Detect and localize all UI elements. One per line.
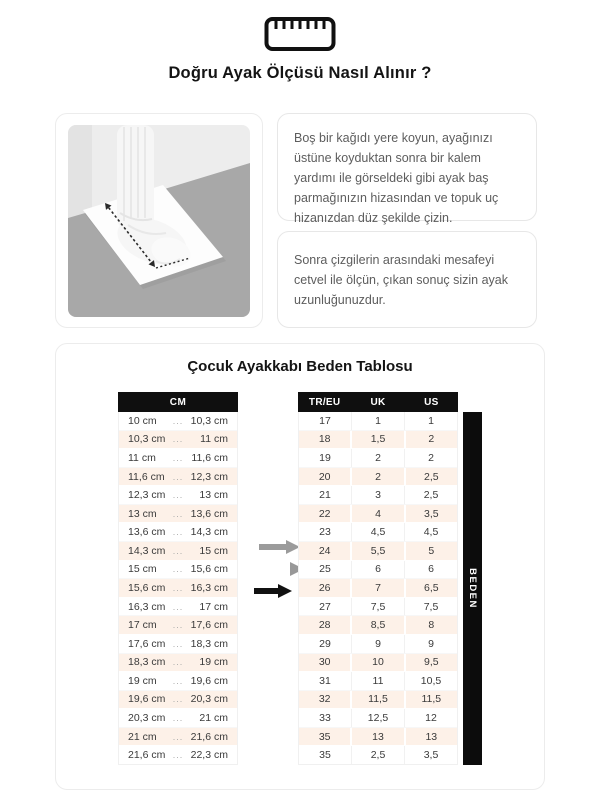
tr-eu-size: 31 xyxy=(319,674,331,687)
cm-to-value: 11,6 cm xyxy=(191,451,228,464)
range-separator: ... xyxy=(172,750,184,761)
range-separator: ... xyxy=(172,713,184,724)
size-table-row xyxy=(299,654,457,673)
uk-size: 9 xyxy=(351,635,404,653)
tr-eu-size: 32 xyxy=(318,693,331,706)
cm-to-value: 21 cm xyxy=(199,712,228,725)
cm-table-header: CM xyxy=(118,392,238,412)
cm-to-value: 10,3 cm xyxy=(190,414,228,427)
cm-table-row xyxy=(119,728,237,747)
cm-table-row xyxy=(119,709,237,728)
cm-to-value: 16,3 cm xyxy=(190,581,228,594)
uk-size: 6 xyxy=(351,561,404,579)
tr-eu-size: 23 xyxy=(319,526,331,539)
uk-size: 4,5 xyxy=(351,523,404,541)
cm-table-row xyxy=(119,598,237,617)
size-table-row xyxy=(299,579,457,598)
cm-from-value: 16,3 cm xyxy=(128,600,166,613)
cm-to-value: 22,3 cm xyxy=(190,749,228,762)
cm-from-value: 21,6 cm xyxy=(128,749,166,762)
size-table-row xyxy=(299,468,457,487)
size-table-row xyxy=(299,672,457,691)
size-table-card xyxy=(55,343,545,790)
instruction-step-1-text: Boş bir kağıdı yere koyun, ayağınızı üstüne koyduktan sonra bir kalem yardımı ile görseldeki gibi ayak baş parmağınızın hizasından ve topuk uç hizanızdan düz şekilde çizin. xyxy=(294,131,499,225)
size-table-row xyxy=(299,598,457,617)
cm-from-value: 20,3 cm xyxy=(128,712,166,725)
tr-eu-size: 26 xyxy=(318,581,331,594)
cm-from-value: 21 cm xyxy=(128,730,157,743)
us-size: 3,5 xyxy=(404,505,457,523)
size-table-row xyxy=(299,412,457,431)
size-table-row xyxy=(299,616,457,635)
cm-table xyxy=(118,392,238,765)
range-separator: ... xyxy=(172,490,184,501)
tr-eu-size: 22 xyxy=(318,507,331,520)
size-table-row xyxy=(299,523,457,542)
cm-from-value: 10,3 cm xyxy=(128,433,166,446)
us-size: 2,5 xyxy=(404,468,457,486)
size-column-header: UK xyxy=(370,396,386,408)
range-separator: ... xyxy=(172,527,184,538)
tr-eu-size: 27 xyxy=(319,600,331,613)
size-table-row xyxy=(299,486,457,505)
size-table-row xyxy=(299,561,457,580)
uk-size: 4 xyxy=(350,505,403,523)
us-size: 6,5 xyxy=(404,579,457,597)
range-separator: ... xyxy=(172,582,184,593)
cm-from-value: 13,6 cm xyxy=(128,526,166,539)
range-separator: ... xyxy=(172,434,184,445)
uk-size: 5,5 xyxy=(350,542,403,560)
cm-to-value: 17,6 cm xyxy=(190,619,228,632)
tr-eu-size: 24 xyxy=(318,544,331,557)
tr-eu-size: 20 xyxy=(318,470,331,483)
size-table-row xyxy=(299,746,457,764)
range-separator: ... xyxy=(172,471,184,482)
uk-size: 11 xyxy=(351,672,404,690)
cm-to-value: 14,3 cm xyxy=(190,526,228,539)
cm-table-row xyxy=(119,449,237,468)
tr-eu-size: 28 xyxy=(318,619,331,632)
tr-eu-size: 19 xyxy=(319,451,331,464)
us-size: 2 xyxy=(404,431,457,449)
table-title: Çocuk Ayakkabı Beden Tablosu xyxy=(187,358,413,375)
cm-table-row xyxy=(119,616,237,635)
size-table-row xyxy=(299,709,457,728)
size-table xyxy=(298,392,458,765)
instruction-step-2 xyxy=(277,231,537,328)
instruction-step-2-text: Sonra çizgilerin arasındaki mesafeyi cetvel ile ölçün, çıkan sonuç sizin ayak uzunluğunuzdur. xyxy=(294,252,508,307)
foot-measurement-photo xyxy=(55,113,263,328)
size-table-row xyxy=(299,449,457,468)
range-separator: ... xyxy=(172,694,184,705)
range-separator: ... xyxy=(172,601,184,612)
range-separator: ... xyxy=(172,564,184,575)
size-table-row xyxy=(299,691,457,710)
cm-table-row xyxy=(119,505,237,524)
us-size: 6 xyxy=(404,561,457,579)
cm-from-value: 17,6 cm xyxy=(128,637,166,650)
cm-to-value: 20,3 cm xyxy=(190,693,228,706)
us-size: 4,5 xyxy=(404,523,457,541)
cm-table-row xyxy=(119,672,237,691)
cm-table-row xyxy=(119,431,237,450)
tr-eu-size: 25 xyxy=(319,563,331,576)
cm-from-value: 14,3 cm xyxy=(128,544,166,557)
uk-size: 11,5 xyxy=(350,691,403,709)
tr-eu-size: 29 xyxy=(319,637,331,650)
uk-size: 8,5 xyxy=(350,616,403,634)
cm-from-value: 15,6 cm xyxy=(128,581,166,594)
beden-vertical-label xyxy=(463,412,482,765)
uk-size: 2,5 xyxy=(351,746,404,764)
cm-to-value: 11 cm xyxy=(200,433,228,446)
range-separator: ... xyxy=(172,452,184,463)
cm-to-value: 19,6 cm xyxy=(190,674,228,687)
cm-table-row xyxy=(119,635,237,654)
tr-eu-size: 21 xyxy=(319,489,331,502)
cm-from-value: 13 cm xyxy=(128,507,157,520)
range-separator: ... xyxy=(172,415,184,426)
us-size: 1 xyxy=(404,412,457,430)
us-size: 2,5 xyxy=(404,486,457,504)
size-column-header: US xyxy=(424,396,439,408)
cm-table-row xyxy=(119,412,237,431)
cm-from-value: 12,3 cm xyxy=(128,489,166,502)
cm-from-value: 15 cm xyxy=(128,563,157,576)
cm-table-row xyxy=(119,561,237,580)
tr-eu-size: 17 xyxy=(319,414,331,427)
range-separator: ... xyxy=(172,508,184,519)
cm-from-value: 18,3 cm xyxy=(128,656,166,669)
us-size: 2 xyxy=(404,449,457,467)
uk-size: 7,5 xyxy=(351,598,404,616)
cm-from-value: 10 cm xyxy=(128,414,157,427)
cm-to-value: 19 cm xyxy=(199,656,228,669)
us-size: 8 xyxy=(404,616,457,634)
uk-size: 13 xyxy=(350,728,403,746)
cm-to-value: 15 cm xyxy=(199,544,228,557)
range-separator: ... xyxy=(172,675,184,686)
tr-eu-size: 18 xyxy=(318,433,331,446)
range-separator: ... xyxy=(172,620,184,631)
range-separator: ... xyxy=(172,657,184,668)
uk-size: 3 xyxy=(351,486,404,504)
size-table-header xyxy=(298,392,458,412)
range-separator: ... xyxy=(172,545,184,556)
size-table-row xyxy=(299,728,457,747)
size-table-row xyxy=(299,505,457,524)
tr-eu-size: 30 xyxy=(318,656,331,669)
range-separator: ... xyxy=(172,638,184,649)
page-title: Doğru Ayak Ölçüsü Nasıl Alınır ? xyxy=(168,64,432,82)
cm-from-value: 19,6 cm xyxy=(128,693,166,706)
us-size: 13 xyxy=(404,728,457,746)
cm-table-row xyxy=(119,746,237,764)
ruler-icon xyxy=(0,16,600,52)
cm-table-row xyxy=(119,691,237,710)
uk-size: 12,5 xyxy=(351,709,404,727)
cm-to-value: 12,3 cm xyxy=(190,470,228,483)
uk-size: 10 xyxy=(350,654,403,672)
instruction-step-1 xyxy=(277,113,537,225)
us-size: 3,5 xyxy=(404,746,457,764)
cm-from-value: 17 cm xyxy=(128,619,157,632)
uk-size: 2 xyxy=(350,468,403,486)
cm-from-value: 11 cm xyxy=(128,451,156,464)
us-size: 9,5 xyxy=(404,654,457,672)
us-size: 5 xyxy=(404,542,457,560)
cm-table-row xyxy=(119,579,237,598)
uk-size: 1 xyxy=(351,412,404,430)
tr-eu-size: 33 xyxy=(319,712,331,725)
size-column-header: TR/EU xyxy=(308,396,341,408)
us-size: 11,5 xyxy=(404,691,457,709)
cm-to-value: 18,3 cm xyxy=(190,637,228,650)
cm-from-value: 19 cm xyxy=(128,674,157,687)
cm-table-row xyxy=(119,468,237,487)
uk-size: 1,5 xyxy=(350,431,403,449)
size-table-row xyxy=(299,542,457,561)
size-table-row xyxy=(299,635,457,654)
range-separator: ... xyxy=(172,731,184,742)
cm-table-row xyxy=(119,486,237,505)
us-size: 7,5 xyxy=(404,598,457,616)
cm-table-row xyxy=(119,654,237,673)
us-size: 10,5 xyxy=(404,672,457,690)
cm-table-body xyxy=(118,412,238,765)
tr-eu-size: 35 xyxy=(319,749,331,762)
cm-to-value: 17 cm xyxy=(199,600,228,613)
cm-to-value: 13 cm xyxy=(199,489,228,502)
size-table-row xyxy=(299,431,457,450)
uk-size: 2 xyxy=(351,449,404,467)
size-table-body xyxy=(298,412,458,765)
us-size: 12 xyxy=(404,709,457,727)
cm-to-value: 13,6 cm xyxy=(190,507,228,520)
cm-to-value: 15,6 cm xyxy=(190,563,228,576)
tr-eu-size: 35 xyxy=(318,730,331,743)
foot-on-paper-illustration xyxy=(68,125,250,317)
us-size: 9 xyxy=(404,635,457,653)
cm-table-row xyxy=(119,523,237,542)
beden-label-text: BEDEN xyxy=(467,568,479,609)
cm-table-row xyxy=(119,542,237,561)
uk-size: 7 xyxy=(350,579,403,597)
cm-to-value: 21,6 cm xyxy=(190,730,228,743)
cm-from-value: 11,6 cm xyxy=(128,470,165,483)
